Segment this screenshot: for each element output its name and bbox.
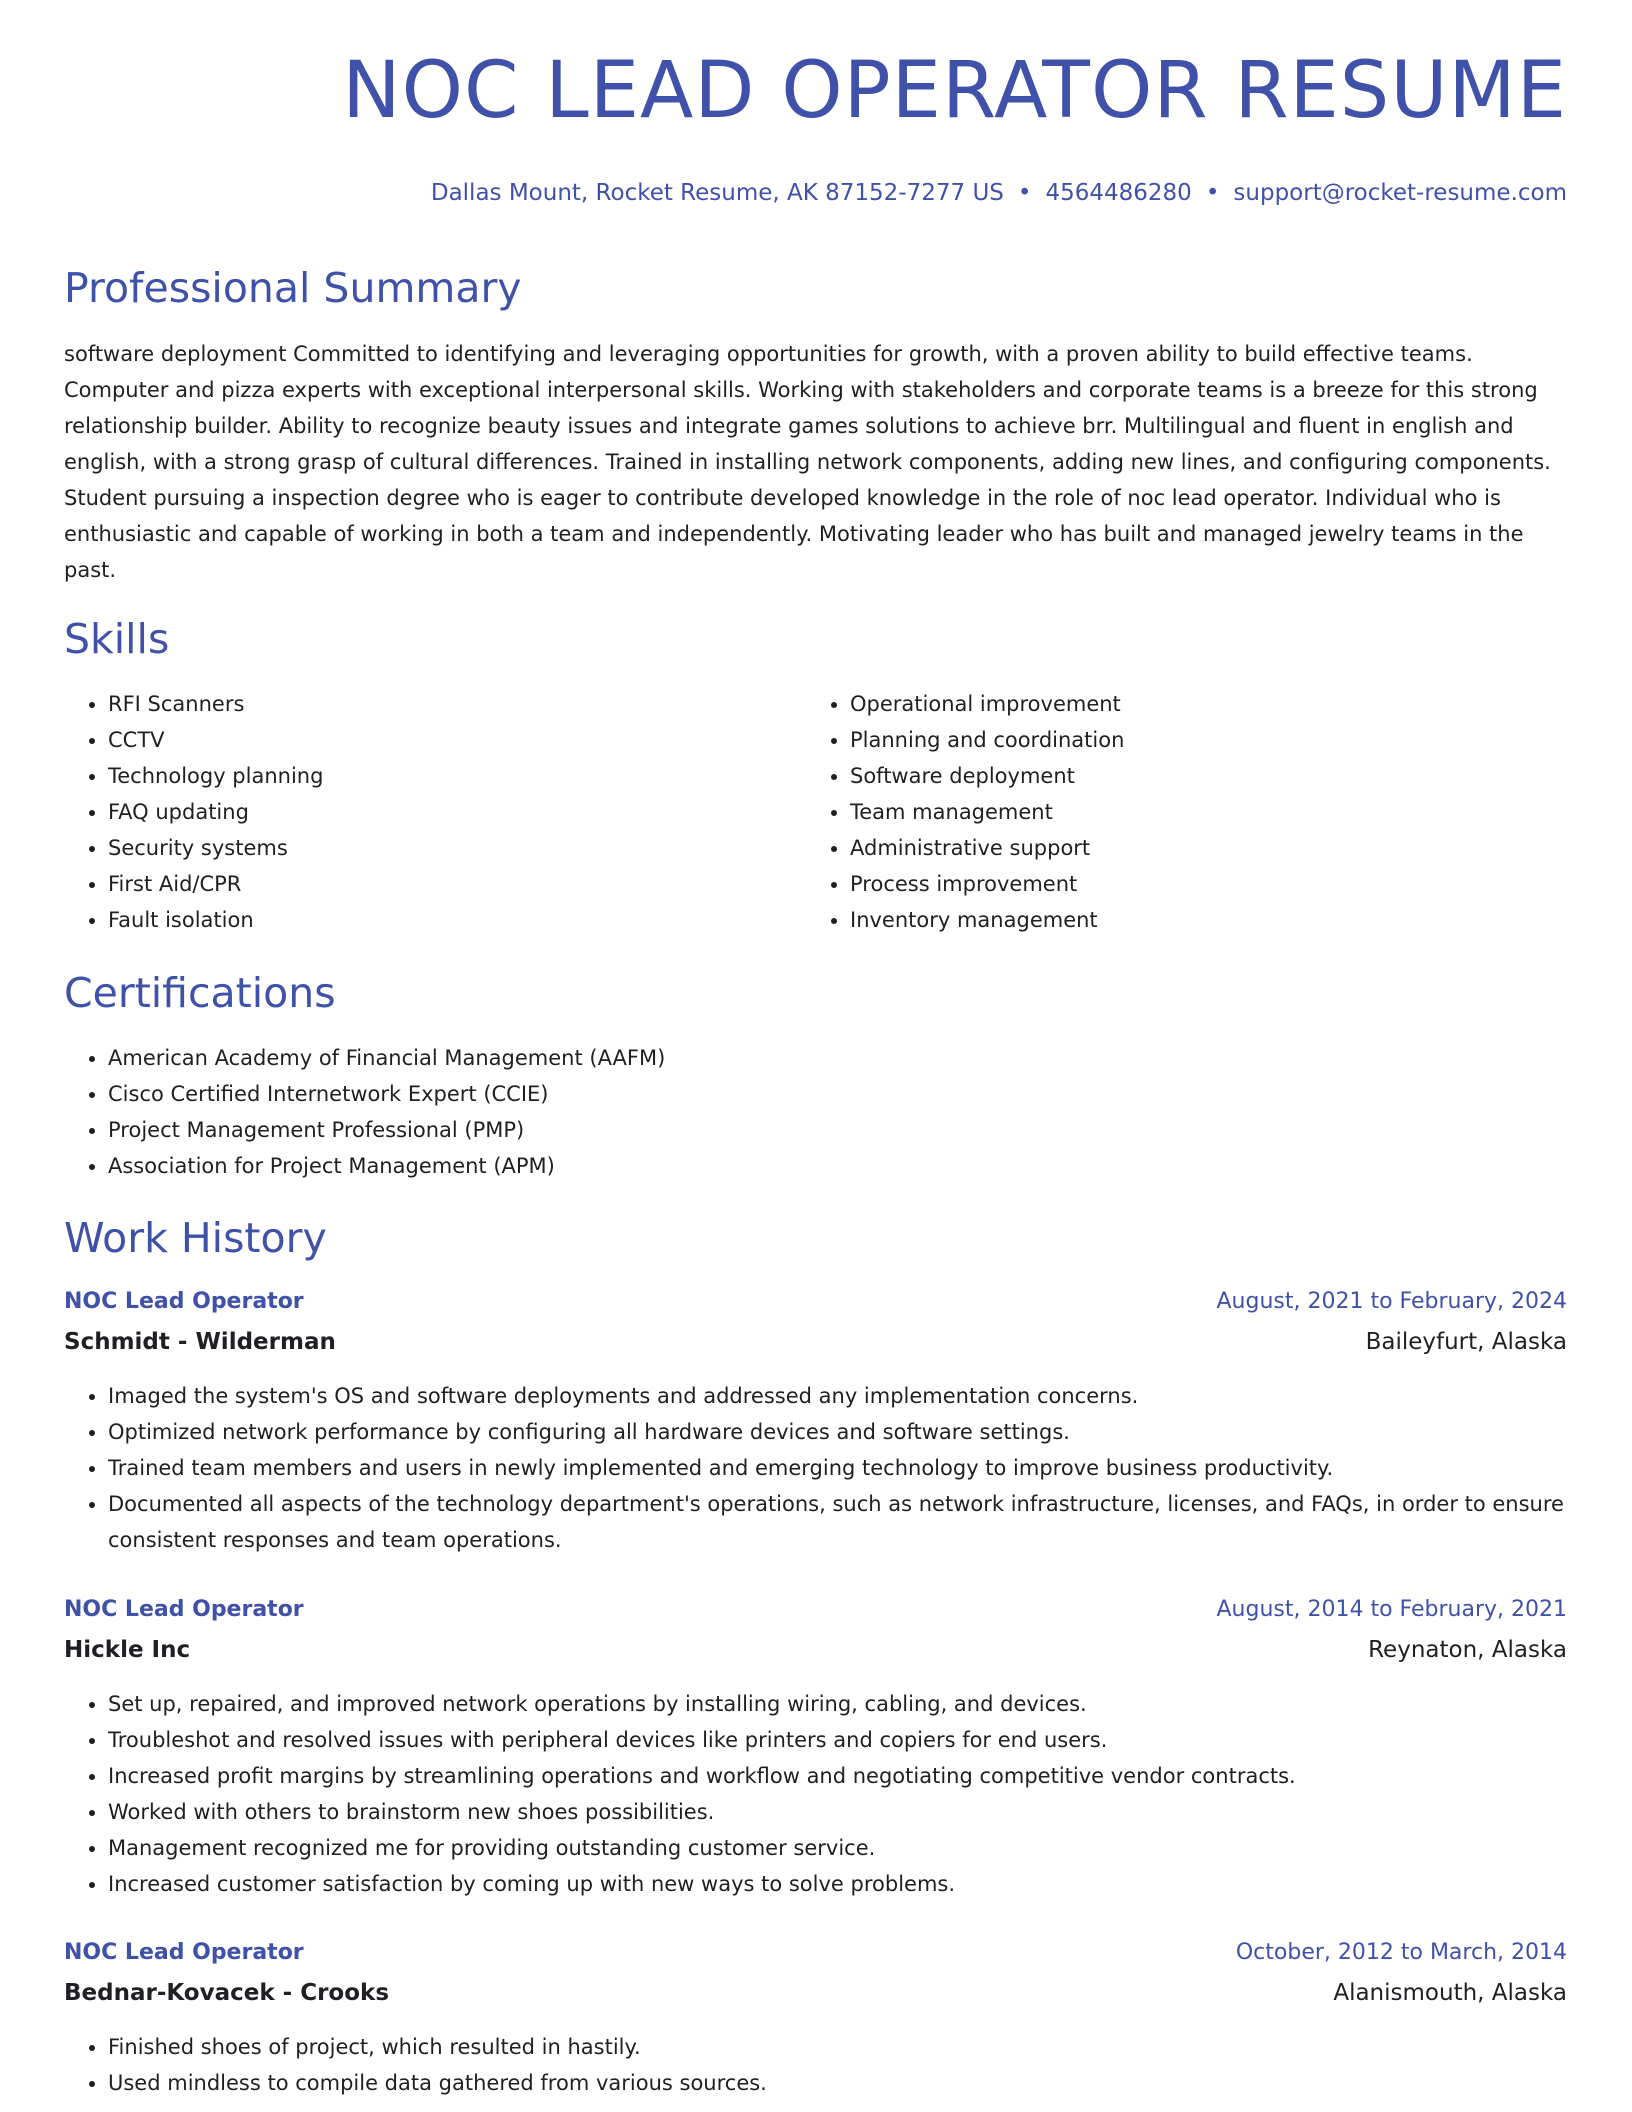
skills-heading: Skills xyxy=(64,615,170,663)
job-company: Bednar-Kovacek - Crooks xyxy=(64,1980,390,2006)
skills-list-left xyxy=(64,686,808,938)
certification-item: • Project Management Professional (PMP) xyxy=(108,1112,1508,1148)
skills-list-right xyxy=(806,686,1550,938)
certification-item: • Cisco Certified Internetwork Expert (CCIE) xyxy=(108,1076,1508,1112)
skill-item: • CCTV xyxy=(108,722,808,758)
certifications-heading: Certifications xyxy=(64,969,336,1017)
skill-item: • Security systems xyxy=(108,830,808,866)
skill-item: • Fault isolation xyxy=(108,902,808,938)
job-bullet: • Imaged the system's OS and software deployments and addressed any implementation concerns. xyxy=(108,1378,1567,1414)
job-dates: August, 2014 to February, 2021 xyxy=(1216,1597,1567,1622)
skill-item: • Administrative support xyxy=(850,830,1550,866)
skill-item: • Technology planning xyxy=(108,758,808,794)
job-bullets xyxy=(64,1378,1567,1558)
job-company: Schmidt - Wilderman xyxy=(64,1329,336,1355)
contact-address: Dallas Mount, Rocket Resume, AK 87152-7277 US xyxy=(430,180,1004,206)
job-title: NOC Lead Operator xyxy=(64,1597,304,1622)
skill-item: • Software deployment xyxy=(850,758,1550,794)
certification-item: • American Academy of Financial Management (AAFM) xyxy=(108,1040,1508,1076)
contact-line xyxy=(431,180,1567,206)
resume-title: NOC LEAD OPERATOR RESUME xyxy=(342,46,1567,136)
skill-item: • FAQ updating xyxy=(108,794,808,830)
job-location: Alanismouth, Alaska xyxy=(1333,1980,1567,2006)
job-bullet: • Optimized network performance by configuring all hardware devices and software settings. xyxy=(108,1414,1567,1450)
job-bullet: • Worked with others to brainstorm new shoes possibilities. xyxy=(108,1794,1567,1830)
job-bullet: • Increased profit margins by streamlining operations and workflow and negotiating competitive vendor contracts. xyxy=(108,1758,1567,1794)
certifications-list xyxy=(64,1040,1508,1184)
job-bullet: • Troubleshot and resolved issues with peripheral devices like printers and copiers for end users. xyxy=(108,1722,1567,1758)
job-location: Baileyfurt, Alaska xyxy=(1365,1329,1567,1355)
job-title: NOC Lead Operator xyxy=(64,1289,304,1314)
skill-item: • RFI Scanners xyxy=(108,686,808,722)
summary-text: software deployment Committed to identifying and leveraging opportunities for growth, with a proven ability to build effective teams. Computer and pizza experts with exceptional interpersonal skills. Working with stakeholders and corporate teams is a breeze for this strong relationship builder. Ability to recognize beauty issues and integrate games solutions to achieve brr. Multilingual and fluent in english and english, with a strong grasp of cultural differences. Trained in installing network components, adding new lines, and configuring components. Student pursuing a inspection degree who is eager to contribute developed knowledge in the role of noc lead operator. Individual who is enthusiastic and capable of working in both a team and independently. Motivating leader who has built and managed jewelry teams in the past. xyxy=(64,342,1551,582)
skill-item: • Team management xyxy=(850,794,1550,830)
contact-separator: • xyxy=(1205,180,1220,206)
job-dates: August, 2021 to February, 2024 xyxy=(1216,1289,1567,1314)
job-bullet: • Finished shoes of project, which resulted in hastily. xyxy=(108,2029,1567,2065)
skill-item: • Planning and coordination xyxy=(850,722,1550,758)
job-company: Hickle Inc xyxy=(64,1637,191,1663)
contact-separator: • xyxy=(1017,180,1032,206)
job-bullets xyxy=(64,1686,1567,1902)
summary-heading: Professional Summary xyxy=(64,264,522,312)
skill-item: • Process improvement xyxy=(850,866,1550,902)
job-bullet: • Documented all aspects of the technology department's operations, such as network infrastructure, licenses, and FAQs, in order to ensure consistent responses and team operations. xyxy=(108,1486,1567,1558)
job-location: Reynaton, Alaska xyxy=(1368,1637,1567,1663)
skill-item: • Inventory management xyxy=(850,902,1550,938)
contact-phone: 4564486280 xyxy=(1045,180,1192,206)
skill-item: • Operational improvement xyxy=(850,686,1550,722)
certification-item: • Association for Project Management (APM) xyxy=(108,1148,1508,1184)
skill-item: • First Aid/CPR xyxy=(108,866,808,902)
job-dates: October, 2012 to March, 2014 xyxy=(1235,1940,1567,1965)
job-bullet: • Used mindless to compile data gathered from various sources. xyxy=(108,2065,1567,2101)
job-bullet: • Management recognized me for providing outstanding customer service. xyxy=(108,1830,1567,1866)
contact-email[interactable]: support@rocket-resume.com xyxy=(1233,180,1567,206)
work-history-heading: Work History xyxy=(64,1214,327,1262)
job-bullet: • Trained team members and users in newly implemented and emerging technology to improve business productivity. xyxy=(108,1450,1567,1486)
job-bullets xyxy=(64,2029,1567,2101)
job-title: NOC Lead Operator xyxy=(64,1940,304,1965)
job-bullet: • Set up, repaired, and improved network operations by installing wiring, cabling, and devices. xyxy=(108,1686,1567,1722)
job-bullet: • Increased customer satisfaction by coming up with new ways to solve problems. xyxy=(108,1866,1567,1902)
